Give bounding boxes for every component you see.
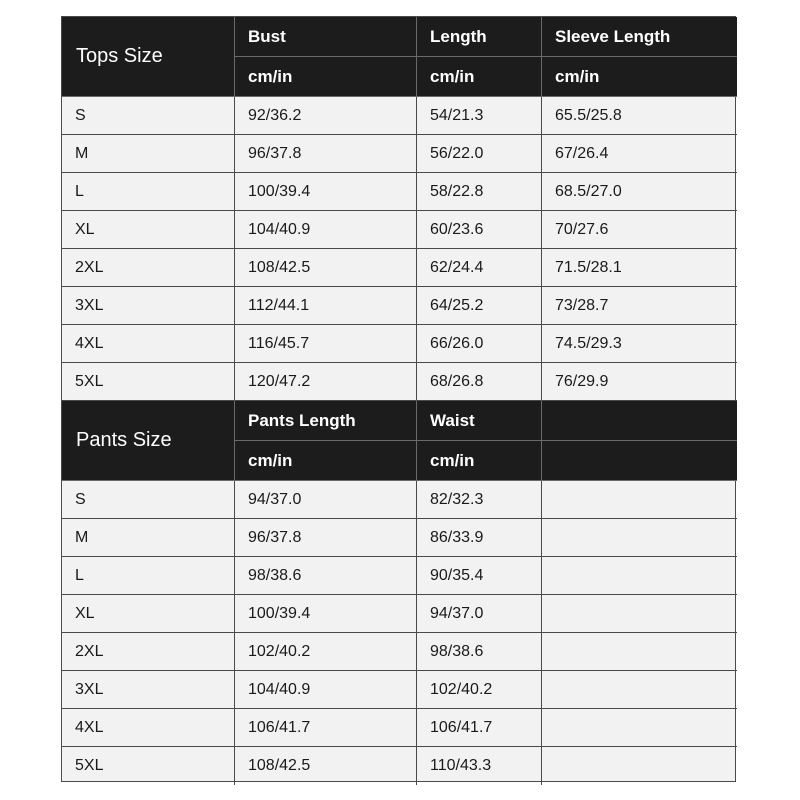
pants-size-label: 3XL <box>62 671 235 709</box>
pants-size-label: L <box>62 557 235 595</box>
pants-size-label: 2XL <box>62 633 235 671</box>
tops-measure-cell: 104/40.9 <box>235 211 417 249</box>
tops-column-header: Bust <box>235 17 417 57</box>
tops-size-label: 4XL <box>62 325 235 363</box>
pants-measure-cell: 106/41.7 <box>417 709 542 747</box>
tops-measure-cell: 54/21.3 <box>417 97 542 135</box>
tops-measure-cell: 60/23.6 <box>417 211 542 249</box>
tops-size-label: XL <box>62 211 235 249</box>
pants-measure-cell: 110/43.3 <box>417 747 542 785</box>
tops-measure-cell: 108/42.5 <box>235 249 417 287</box>
pants-unit-header <box>542 441 737 481</box>
tops-measure-cell: 116/45.7 <box>235 325 417 363</box>
pants-measure-cell <box>542 595 737 633</box>
pants-size-label: M <box>62 519 235 557</box>
tops-column-header: Length <box>417 17 542 57</box>
pants-measure-cell: 98/38.6 <box>235 557 417 595</box>
tops-measure-cell: 96/37.8 <box>235 135 417 173</box>
tops-measure-cell: 66/26.0 <box>417 325 542 363</box>
pants-size-label: XL <box>62 595 235 633</box>
tops-measure-cell: 112/44.1 <box>235 287 417 325</box>
pants-measure-cell: 108/42.5 <box>235 747 417 785</box>
tops-measure-cell: 76/29.9 <box>542 363 737 401</box>
tops-measure-cell: 65.5/25.8 <box>542 97 737 135</box>
pants-measure-cell <box>542 481 737 519</box>
pants-measure-cell <box>542 747 737 785</box>
pants-column-header: Waist <box>417 401 542 441</box>
tops-measure-cell: 56/22.0 <box>417 135 542 173</box>
size-chart-table <box>61 16 736 782</box>
tops-size-label: S <box>62 97 235 135</box>
pants-measure-cell: 100/39.4 <box>235 595 417 633</box>
pants-measure-cell: 106/41.7 <box>235 709 417 747</box>
pants-measure-cell: 98/38.6 <box>417 633 542 671</box>
pants-measure-cell: 90/35.4 <box>417 557 542 595</box>
pants-measure-cell <box>542 519 737 557</box>
tops-unit-header: cm/in <box>417 57 542 97</box>
pants-measure-cell: 94/37.0 <box>417 595 542 633</box>
tops-size-label: 2XL <box>62 249 235 287</box>
pants-measure-cell: 86/33.9 <box>417 519 542 557</box>
pants-unit-header: cm/in <box>235 441 417 481</box>
tops-measure-cell: 70/27.6 <box>542 211 737 249</box>
tops-measure-cell: 64/25.2 <box>417 287 542 325</box>
tops-unit-header: cm/in <box>542 57 737 97</box>
pants-measure-cell: 94/37.0 <box>235 481 417 519</box>
pants-size-label: 4XL <box>62 709 235 747</box>
tops-unit-header: cm/in <box>235 57 417 97</box>
tops-size-label: 3XL <box>62 287 235 325</box>
tops-size-label: M <box>62 135 235 173</box>
pants-size-label: S <box>62 481 235 519</box>
pants-measure-cell <box>542 557 737 595</box>
tops-measure-cell: 62/24.4 <box>417 249 542 287</box>
tops-measure-cell: 71.5/28.1 <box>542 249 737 287</box>
pants-measure-cell: 96/37.8 <box>235 519 417 557</box>
tops-size-label: 5XL <box>62 363 235 401</box>
tops-measure-cell: 68.5/27.0 <box>542 173 737 211</box>
pants-measure-cell: 102/40.2 <box>235 633 417 671</box>
pants-column-header: Pants Length <box>235 401 417 441</box>
tops-measure-cell: 67/26.4 <box>542 135 737 173</box>
pants-measure-cell: 104/40.9 <box>235 671 417 709</box>
pants-size-title: Pants Size <box>62 401 235 481</box>
pants-measure-cell <box>542 709 737 747</box>
tops-column-header: Sleeve Length <box>542 17 737 57</box>
pants-measure-cell <box>542 633 737 671</box>
tops-measure-cell: 73/28.7 <box>542 287 737 325</box>
pants-unit-header: cm/in <box>417 441 542 481</box>
tops-measure-cell: 92/36.2 <box>235 97 417 135</box>
tops-measure-cell: 120/47.2 <box>235 363 417 401</box>
tops-measure-cell: 74.5/29.3 <box>542 325 737 363</box>
tops-size-title: Tops Size <box>62 17 235 97</box>
pants-column-header <box>542 401 737 441</box>
tops-measure-cell: 68/26.8 <box>417 363 542 401</box>
pants-measure-cell: 82/32.3 <box>417 481 542 519</box>
pants-size-label: 5XL <box>62 747 235 785</box>
tops-measure-cell: 100/39.4 <box>235 173 417 211</box>
tops-size-label: L <box>62 173 235 211</box>
tops-measure-cell: 58/22.8 <box>417 173 542 211</box>
pants-measure-cell: 102/40.2 <box>417 671 542 709</box>
pants-measure-cell <box>542 671 737 709</box>
